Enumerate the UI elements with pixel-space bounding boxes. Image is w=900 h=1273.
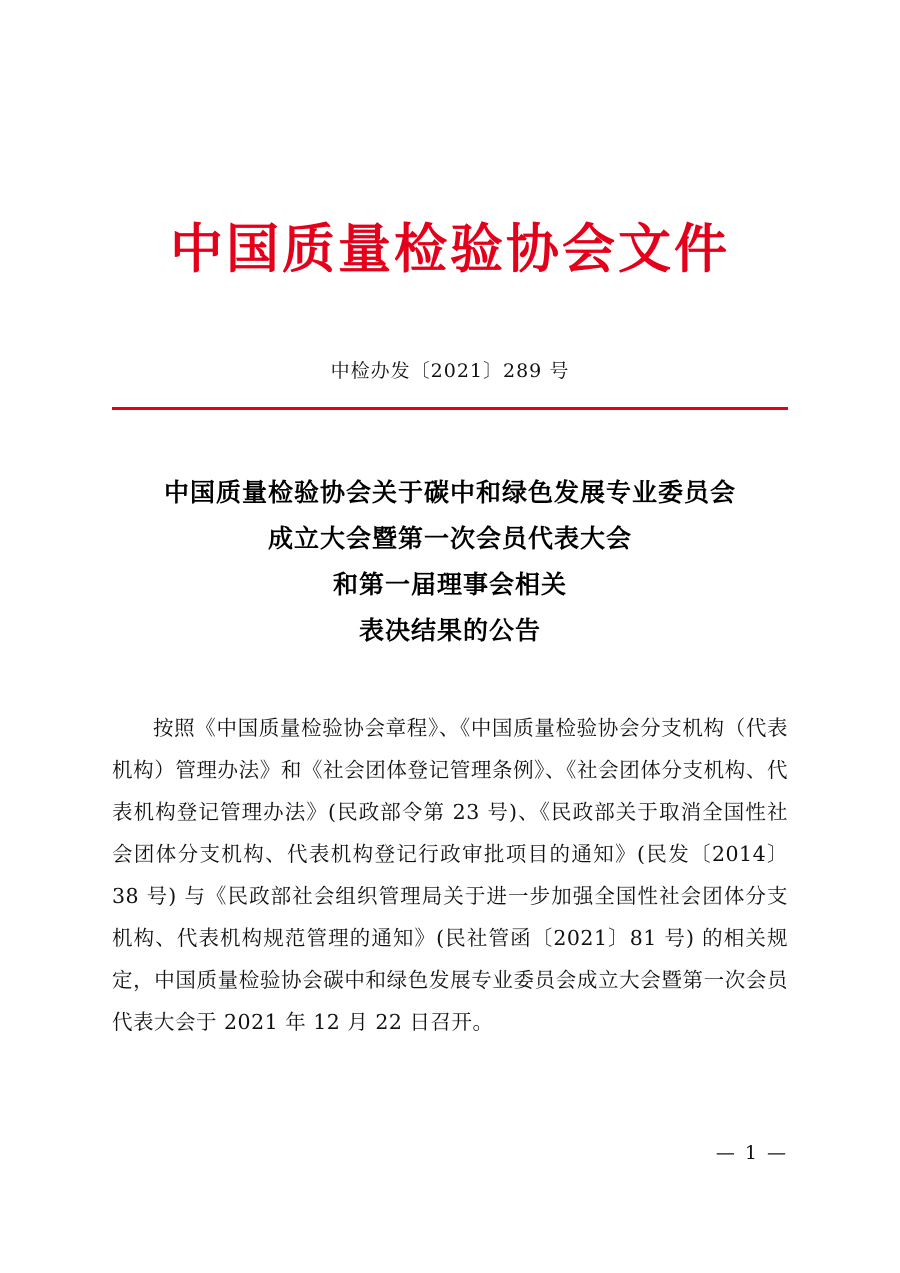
masthead-title: 中国质量检验协会文件 xyxy=(170,219,730,280)
title-line-4: 表决结果的公告 xyxy=(358,616,541,646)
title-line-1: 中国质量检验协会关于碳中和绿色发展专业委员会 xyxy=(163,477,736,507)
document-number: 中检办发〔2021〕289 号 xyxy=(330,359,570,382)
document-body xyxy=(112,707,788,1043)
document-content xyxy=(112,0,788,1273)
red-divider-rule xyxy=(112,407,788,410)
body-paragraph: 按照《中国质量检验协会章程》、《中国质量检验协会分支机构（代表机构）管理办法》和《社会团体登记管理条例》、《社会团体分支机构、代表机构登记管理办法》(民政部令第 23 号)、《民政部关于取消全国性社会团体分支机构、代表机构登记行政审批项目的通知》(民发〔2014〕38 号) 与《民政部社会组织管理局关于进一步加强全国性社会团体分支机构、代表机构规范管理的通知》(民社管函〔2021〕81 号) 的相关规定，中国质量检验协会碳中和绿色发展专业委员会成立大会暨第一次会员代表大会于 2021 年 12 月 22 日召开。 xyxy=(112,715,788,1034)
document-title xyxy=(112,470,788,655)
title-line-2: 成立大会暨第一次会员代表大会 xyxy=(267,523,632,553)
page-number: — 1 — xyxy=(715,1142,788,1164)
title-line-3: 和第一届理事会相关 xyxy=(332,570,567,600)
